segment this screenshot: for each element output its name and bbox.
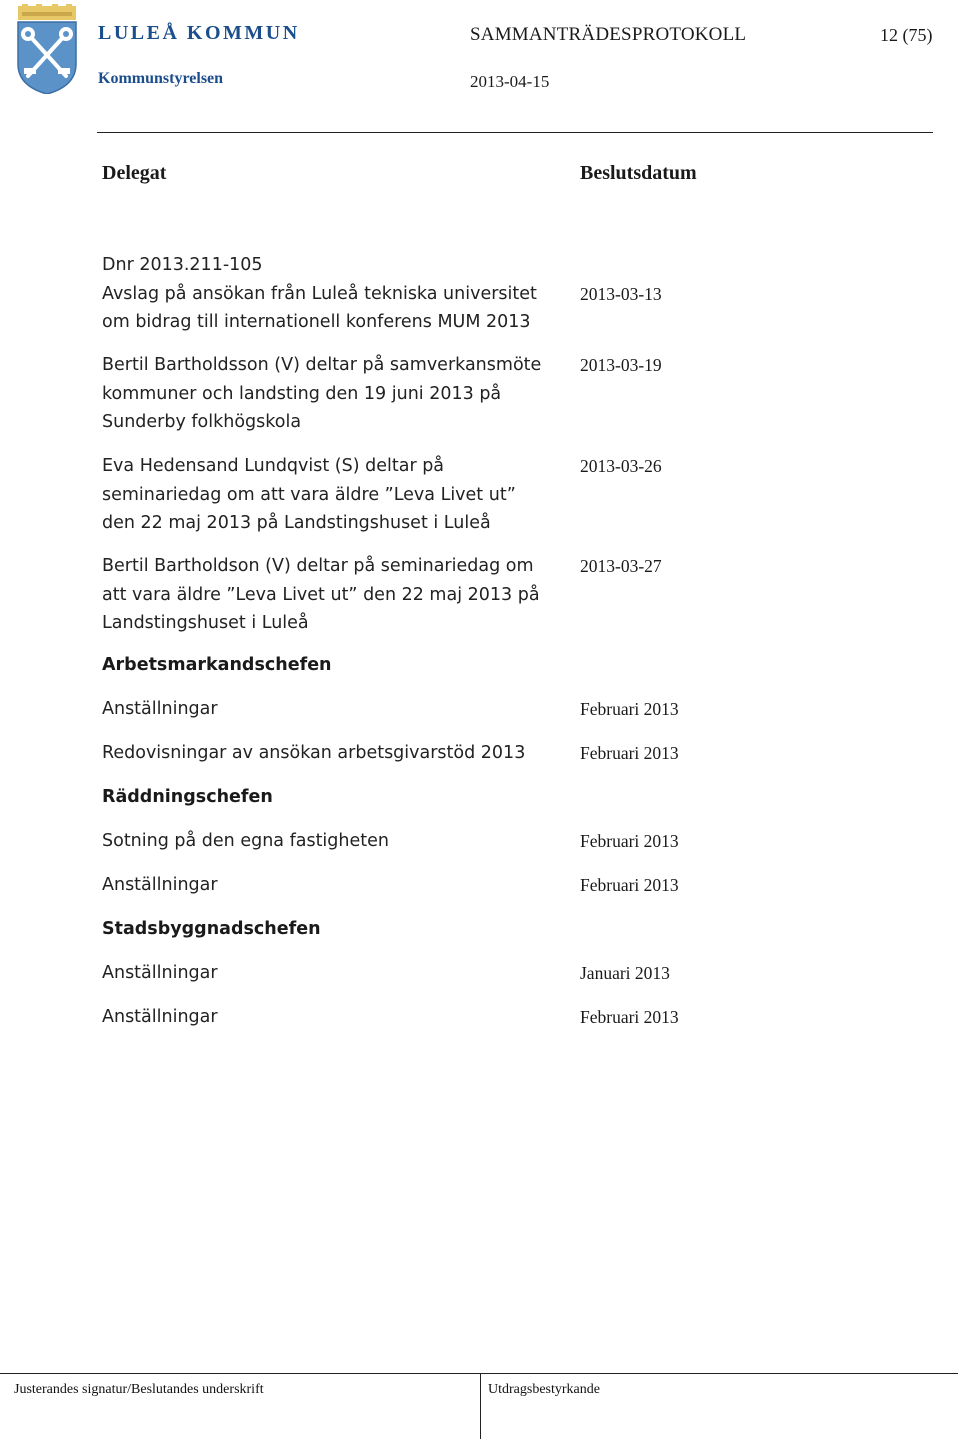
- item-date: 2013-03-13: [580, 284, 662, 304]
- row-label: Anställningar: [102, 1007, 218, 1027]
- item-line: om bidrag till internationell konferens MUM 2013: [102, 312, 531, 332]
- row-date: Februari 2013: [580, 699, 679, 719]
- row-label: Anställningar: [102, 963, 218, 983]
- item-line: Dnr 2013.211-105: [102, 255, 263, 275]
- page-number: 12 (75): [880, 25, 933, 45]
- lulea-coat-of-arms-icon: [14, 4, 80, 94]
- footer-column-divider: [480, 1374, 481, 1439]
- item-line: Bertil Bartholdson (V) deltar på seminariedag om: [102, 556, 534, 576]
- row-label: Sotning på den egna fastigheten: [102, 831, 389, 851]
- row-date: Januari 2013: [580, 963, 670, 983]
- delegation-item: [102, 552, 572, 638]
- item-date: 2013-03-19: [580, 355, 662, 375]
- row-date: Februari 2013: [580, 831, 679, 851]
- item-date: 2013-03-27: [580, 556, 662, 576]
- item-date: 2013-03-26: [580, 456, 662, 476]
- item-line: Landstingshuset i Luleå: [102, 613, 309, 633]
- delegation-item: [102, 452, 572, 538]
- footer-divider: [0, 1373, 958, 1374]
- row-label: Anställningar: [102, 875, 218, 895]
- organization-name: LULEÅ KOMMUN: [98, 22, 300, 44]
- item-line: Eva Hedensand Lundqvist (S) deltar på: [102, 456, 445, 476]
- item-line: seminariedag om att vara äldre ”Leva Livet ut”: [102, 484, 516, 505]
- header-divider: [97, 132, 933, 133]
- section-heading: Räddningschefen: [102, 787, 273, 807]
- item-line: Bertil Bartholdsson (V) deltar på samverkansmöte: [102, 355, 542, 375]
- item-line: att vara äldre ”Leva Livet ut” den 22 maj 2013 på: [102, 584, 540, 605]
- delegation-item: [102, 251, 572, 337]
- document-type: SAMMANTRÄDESPROTOKOLL: [470, 24, 747, 45]
- meeting-date: 2013-04-15: [470, 72, 550, 91]
- row-label: Anställningar: [102, 699, 218, 719]
- row-label: Redovisningar av ansökan arbetsgivarstöd 2013: [102, 743, 526, 763]
- row-date: Februari 2013: [580, 743, 679, 763]
- delegation-item: [102, 351, 572, 437]
- certification-label: Utdragsbestyrkande: [488, 1382, 600, 1397]
- column-heading-delegat: Delegat: [102, 162, 167, 184]
- section-heading: Arbetsmarkandschefen: [102, 655, 332, 675]
- item-line: Sunderby folkhögskola: [102, 412, 302, 432]
- row-date: Februari 2013: [580, 875, 679, 895]
- signature-label: Justerandes signatur/Beslutandes underskrift: [14, 1382, 264, 1397]
- item-line: Avslag på ansökan från Luleå tekniska universitet: [102, 283, 537, 304]
- item-line: den 22 maj 2013 på Landstingshuset i Luleå: [102, 513, 491, 533]
- section-heading: Stadsbyggnadschefen: [102, 919, 321, 939]
- department-name: Kommunstyrelsen: [98, 70, 224, 87]
- item-line: kommuner och landsting den 19 juni 2013 på: [102, 383, 502, 404]
- column-heading-beslutsdatum: Beslutsdatum: [580, 162, 697, 184]
- row-date: Februari 2013: [580, 1007, 679, 1027]
